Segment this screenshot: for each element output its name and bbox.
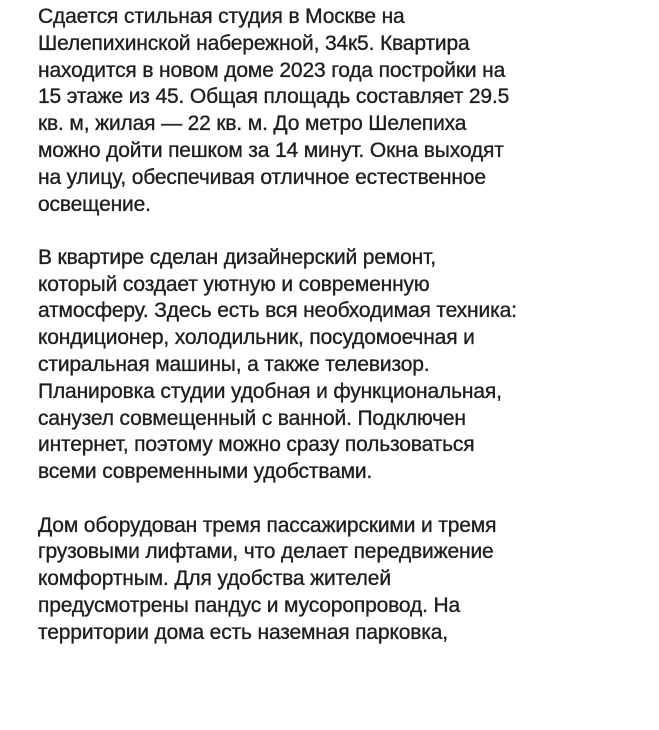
text-line: атмосферу. Здесь есть вся необходимая техника: — [38, 299, 517, 323]
text-line: стиральная машины, а также телевизор. — [38, 353, 430, 377]
listing-description — [38, 4, 638, 647]
text-line: Сдается стильная студия в Москве на — [38, 5, 405, 28]
paragraph-spacer — [38, 218, 638, 245]
text-line: грузовыми лифтами, что делает передвижение — [38, 540, 494, 564]
paragraph-spacer — [38, 486, 638, 513]
text-line: Планировка студии удобная и функциональная, — [38, 379, 502, 403]
text-line: находится в новом доме 2023 года постройки на — [38, 58, 506, 82]
text-line: 15 этаже из 45. Общая площадь составляет 29.5 — [38, 85, 510, 109]
description-paragraph-1 — [38, 4, 638, 218]
text-line: Шелепихинской набережной, 34к5. Квартира — [38, 31, 470, 55]
description-paragraph-3 — [38, 513, 638, 647]
description-paragraph-2 — [38, 245, 638, 486]
text-line: предусмотрены пандус и мусоропровод. На — [38, 593, 461, 617]
text-line: на улицу, обеспечивая отличное естественное — [38, 165, 486, 189]
text-line: В квартире сделан дизайнерский ремонт, — [38, 245, 436, 269]
text-line: который создает уютную и современную — [38, 272, 430, 296]
text-line: интернет, поэтому можно сразу пользоваться — [38, 433, 475, 457]
text-line: кв. м, жилая — 22 кв. м. До метро Шелепиха — [38, 112, 467, 136]
text-line: территории дома есть наземная парковка, — [38, 620, 448, 644]
text-line: можно дойти пешком за 14 минут. Окна выходят — [38, 138, 504, 162]
text-line: всеми современными удобствами. — [38, 460, 373, 484]
text-line: санузел совмещенный с ванной. Подключен — [38, 406, 466, 430]
text-line: кондиционер, холодильник, посудомоечная и — [38, 326, 475, 350]
text-line: Дом оборудован тремя пассажирскими и тремя — [38, 513, 497, 537]
text-line: освещение. — [38, 192, 151, 216]
text-line: комфортным. Для удобства жителей — [38, 567, 391, 591]
